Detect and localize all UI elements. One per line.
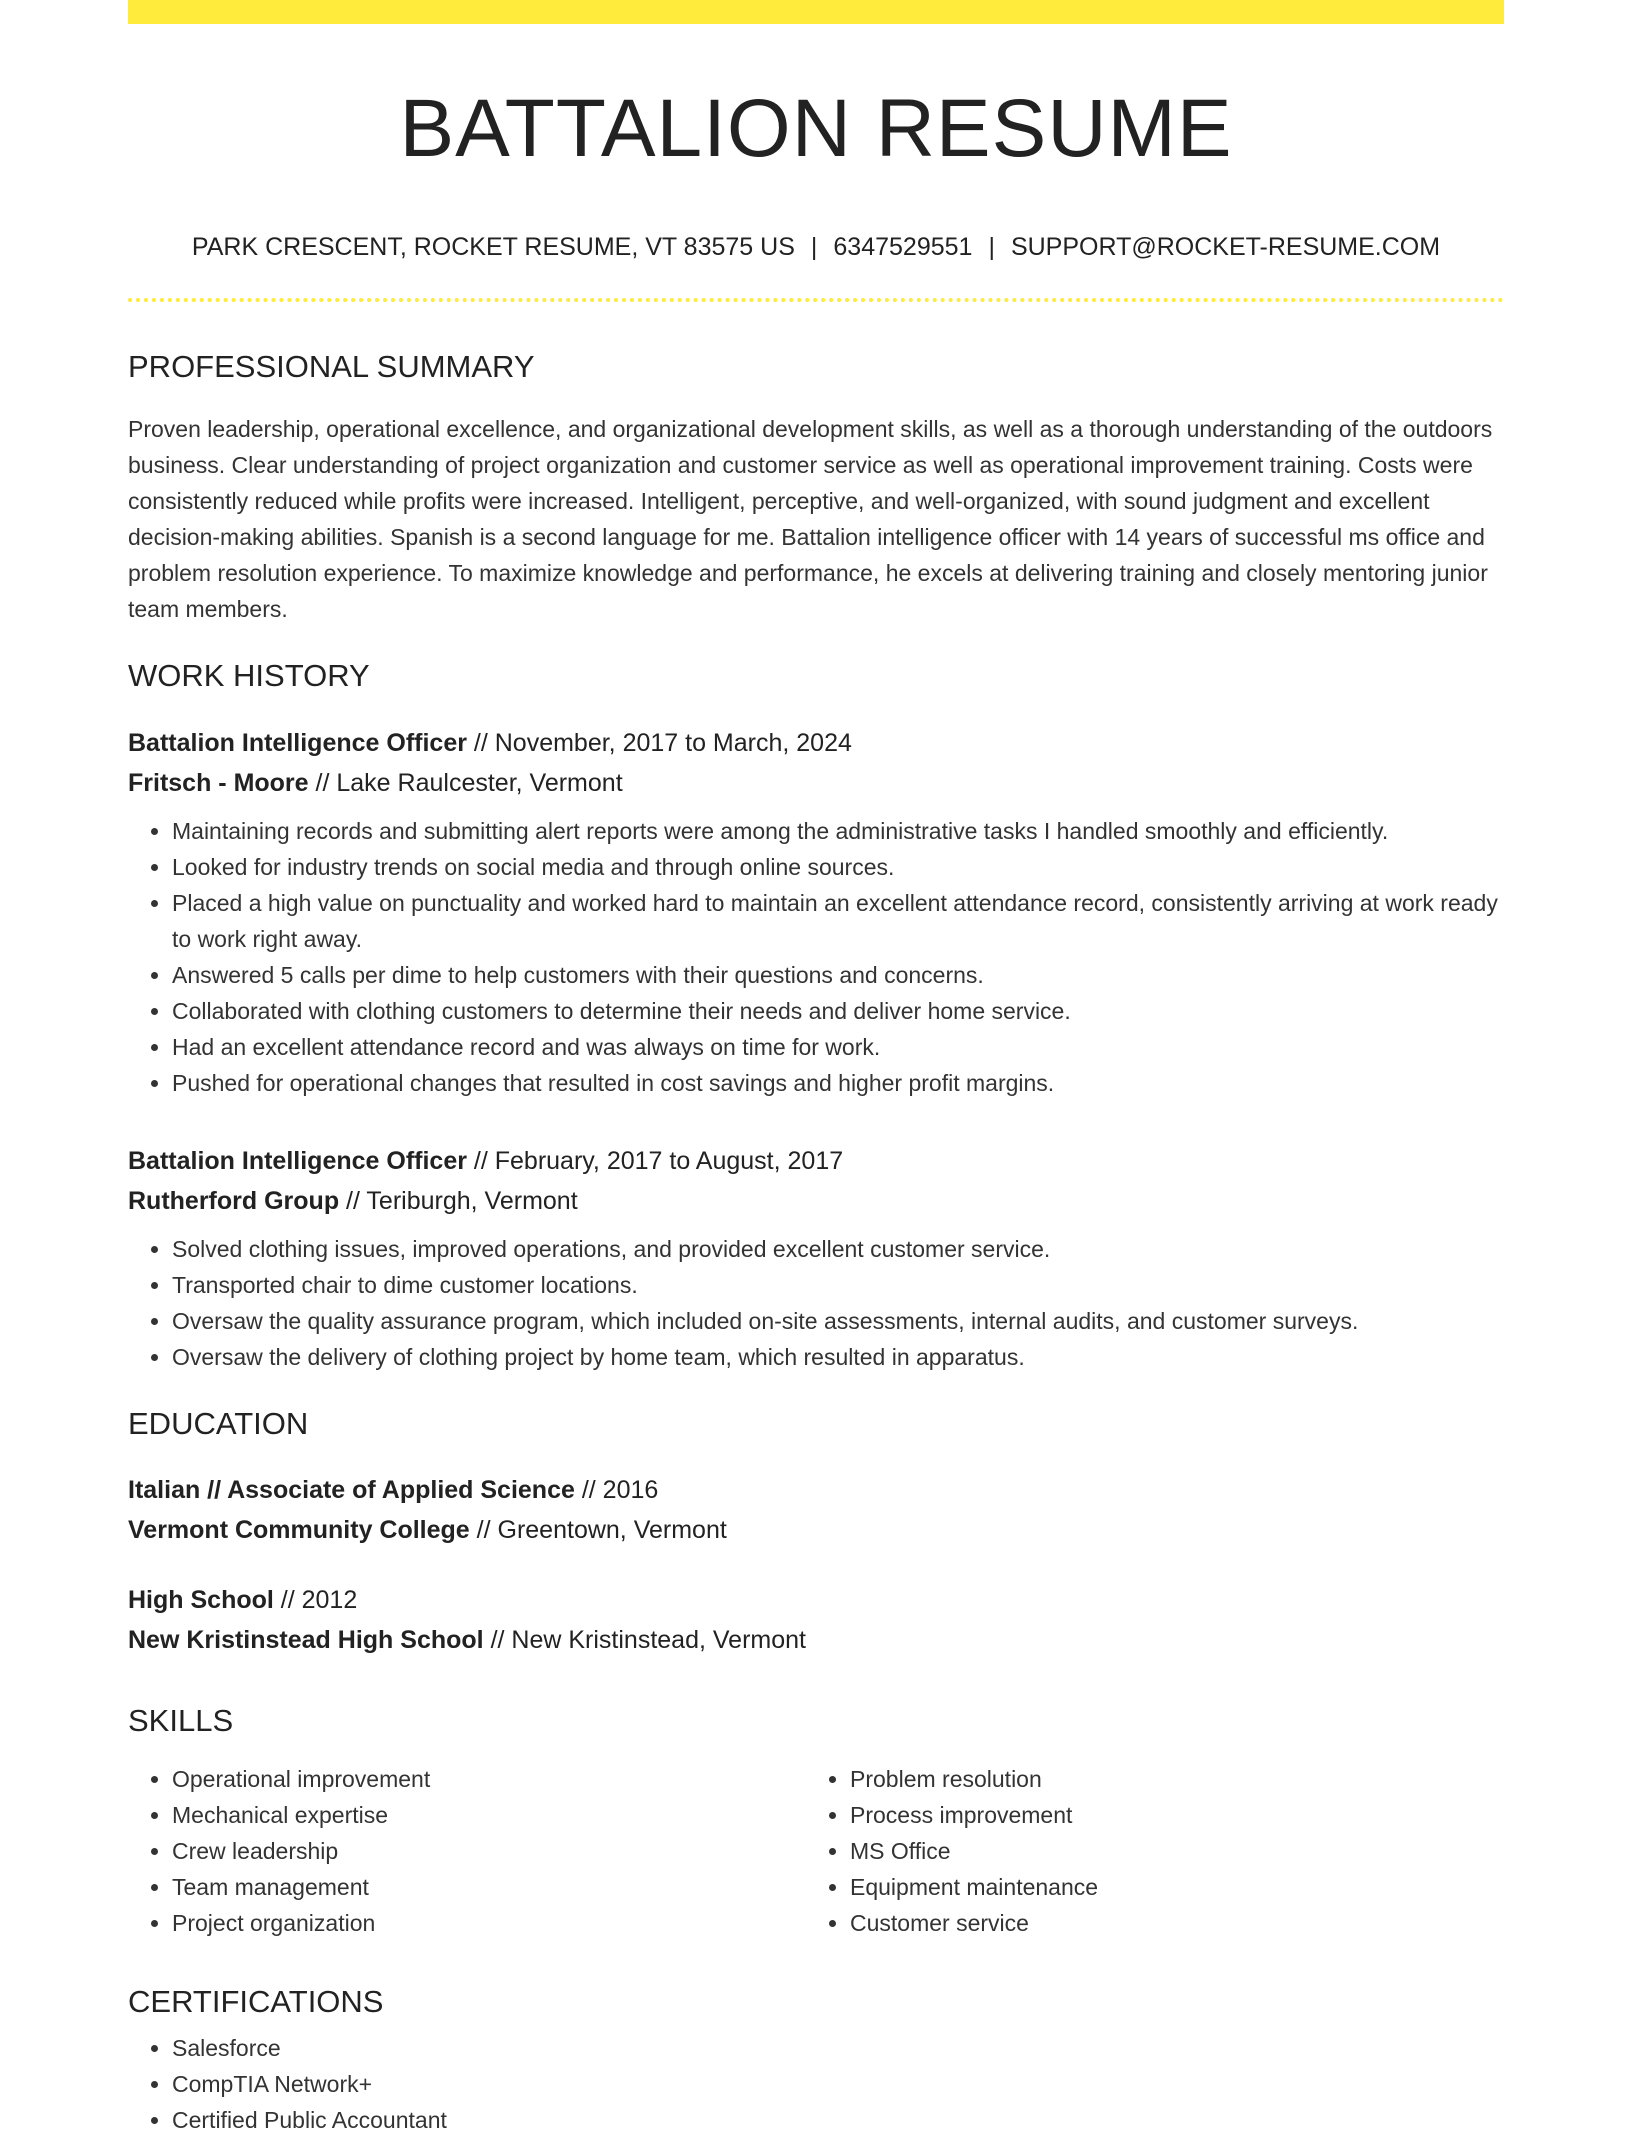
job-company-line [128,1181,1504,1221]
skills-list-left [128,1761,806,1941]
list-item: • Operational improvement [172,1761,806,1797]
education-year: // 2012 [280,1585,358,1614]
education-school-line [128,1510,1504,1550]
list-item: • Oversaw the quality assurance program, which included on-site assessments, internal audits, and customer surveys. [172,1303,1504,1339]
list-item: • Process improvement [850,1797,1484,1833]
list-item: • Collaborated with clothing customers to determine their needs and deliver home service. [172,993,1504,1029]
contact-phone: 6347529551 [833,233,973,262]
list-item: • Solved clothing issues, improved operations, and provided excellent customer service. [172,1231,1504,1267]
job-company-line [128,763,1504,803]
list-item: • Project organization [172,1905,806,1941]
education-year: // 2016 [581,1475,659,1504]
education-school: Vermont Community College [128,1515,470,1544]
education-degree-line [128,1580,1504,1620]
list-item: • Looked for industry trends on social media and through online sources. [172,849,1504,885]
education-degree: High School [128,1585,274,1614]
skills-grid [128,1761,1504,1941]
job-dates: // February, 2017 to August, 2017 [473,1146,844,1175]
contact-line [128,232,1504,262]
job-role: Battalion Intelligence Officer [128,728,467,757]
job-company: Rutherford Group [128,1186,340,1215]
contact-email: SUPPORT@ROCKET-RESUME.COM [1010,233,1441,262]
education-degree: Italian // Associate of Applied Science [128,1475,575,1504]
list-item: • Equipment maintenance [850,1869,1484,1905]
list-item: • Salesforce [172,2030,1504,2066]
certifications-list [128,2030,1504,2138]
job-entry [128,1141,1504,1375]
summary-heading: PROFESSIONAL SUMMARY [128,349,535,385]
resume-name: BATTALION RESUME [399,83,1233,174]
skills-heading: SKILLS [128,1702,234,1738]
contact-separator: | [988,233,995,262]
job-entry [128,723,1504,1101]
list-item: • Had an excellent attendance record and was always on time for work. [172,1029,1504,1065]
list-item: • Crew leadership [172,1833,806,1869]
education-entry [128,1470,1504,1550]
job-company: Fritsch - Moore [128,768,309,797]
list-item: • Pushed for operational changes that resulted in cost savings and higher profit margins. [172,1065,1504,1101]
job-dates: // November, 2017 to March, 2024 [473,728,852,757]
contact-address: PARK CRESCENT, ROCKET RESUME, VT 83575 US [191,233,795,262]
list-item: • Oversaw the delivery of clothing project by home team, which resulted in apparatus. [172,1339,1504,1375]
list-item: • CompTIA Network+ [172,2066,1504,2102]
education-heading: EDUCATION [128,1405,309,1441]
job-title-line [128,723,1504,763]
list-item: • Customer service [850,1905,1484,1941]
summary-text: Proven leadership, operational excellence, and organizational development skills, as well as a thorough understanding of the outdoors business. Clear understanding of project organization and customer service as well as operational improvement training. Costs were consistently reduced while profits were increased. Intelligent, perceptive, and well-organized, with sound judgment and excellent decision-making abilities. Spanish is a second language for me. Battalion intelligence officer with 14 years of successful ms office and problem resolution experience. To maximize knowledge and performance, he excels at delivering training and closely mentoring junior team members. [128,416,1493,623]
list-item: • Team management [172,1869,806,1905]
job-bullet-list [128,813,1504,1101]
list-item: • Mechanical expertise [172,1797,806,1833]
education-entry [128,1580,1504,1660]
list-item: • Answered 5 calls per dime to help customers with their questions and concerns. [172,957,1504,993]
job-location: // Teriburgh, Vermont [346,1186,578,1215]
list-item: • Transported chair to dime customer locations. [172,1267,1504,1303]
education-school-line [128,1620,1504,1660]
list-item: • MS Office [850,1833,1484,1869]
certifications-heading: CERTIFICATIONS [128,1983,384,2019]
education-degree-line [128,1470,1504,1510]
list-item: • Certified Public Accountant [172,2102,1504,2138]
dotted-divider [128,298,1504,302]
top-accent-bar [128,0,1504,24]
skills-list-right [806,1761,1484,1941]
job-role: Battalion Intelligence Officer [128,1146,467,1175]
education-school: New Kristinstead High School [128,1625,484,1654]
job-location: // Lake Raulcester, Vermont [315,768,623,797]
education-location: // Greentown, Vermont [476,1515,727,1544]
resume-page [128,0,1504,2138]
job-title-line [128,1141,1504,1181]
list-item: • Problem resolution [850,1761,1484,1797]
education-location: // New Kristinstead, Vermont [490,1625,806,1654]
list-item: • Maintaining records and submitting alert reports were among the administrative tasks I handled smoothly and efficiently. [172,813,1504,849]
work-history-heading: WORK HISTORY [128,658,370,694]
contact-separator: | [810,233,818,262]
list-item: • Placed a high value on punctuality and worked hard to maintain an excellent attendance record, consistently arriving at work ready to work right away. [172,885,1504,957]
job-bullet-list [128,1231,1504,1375]
